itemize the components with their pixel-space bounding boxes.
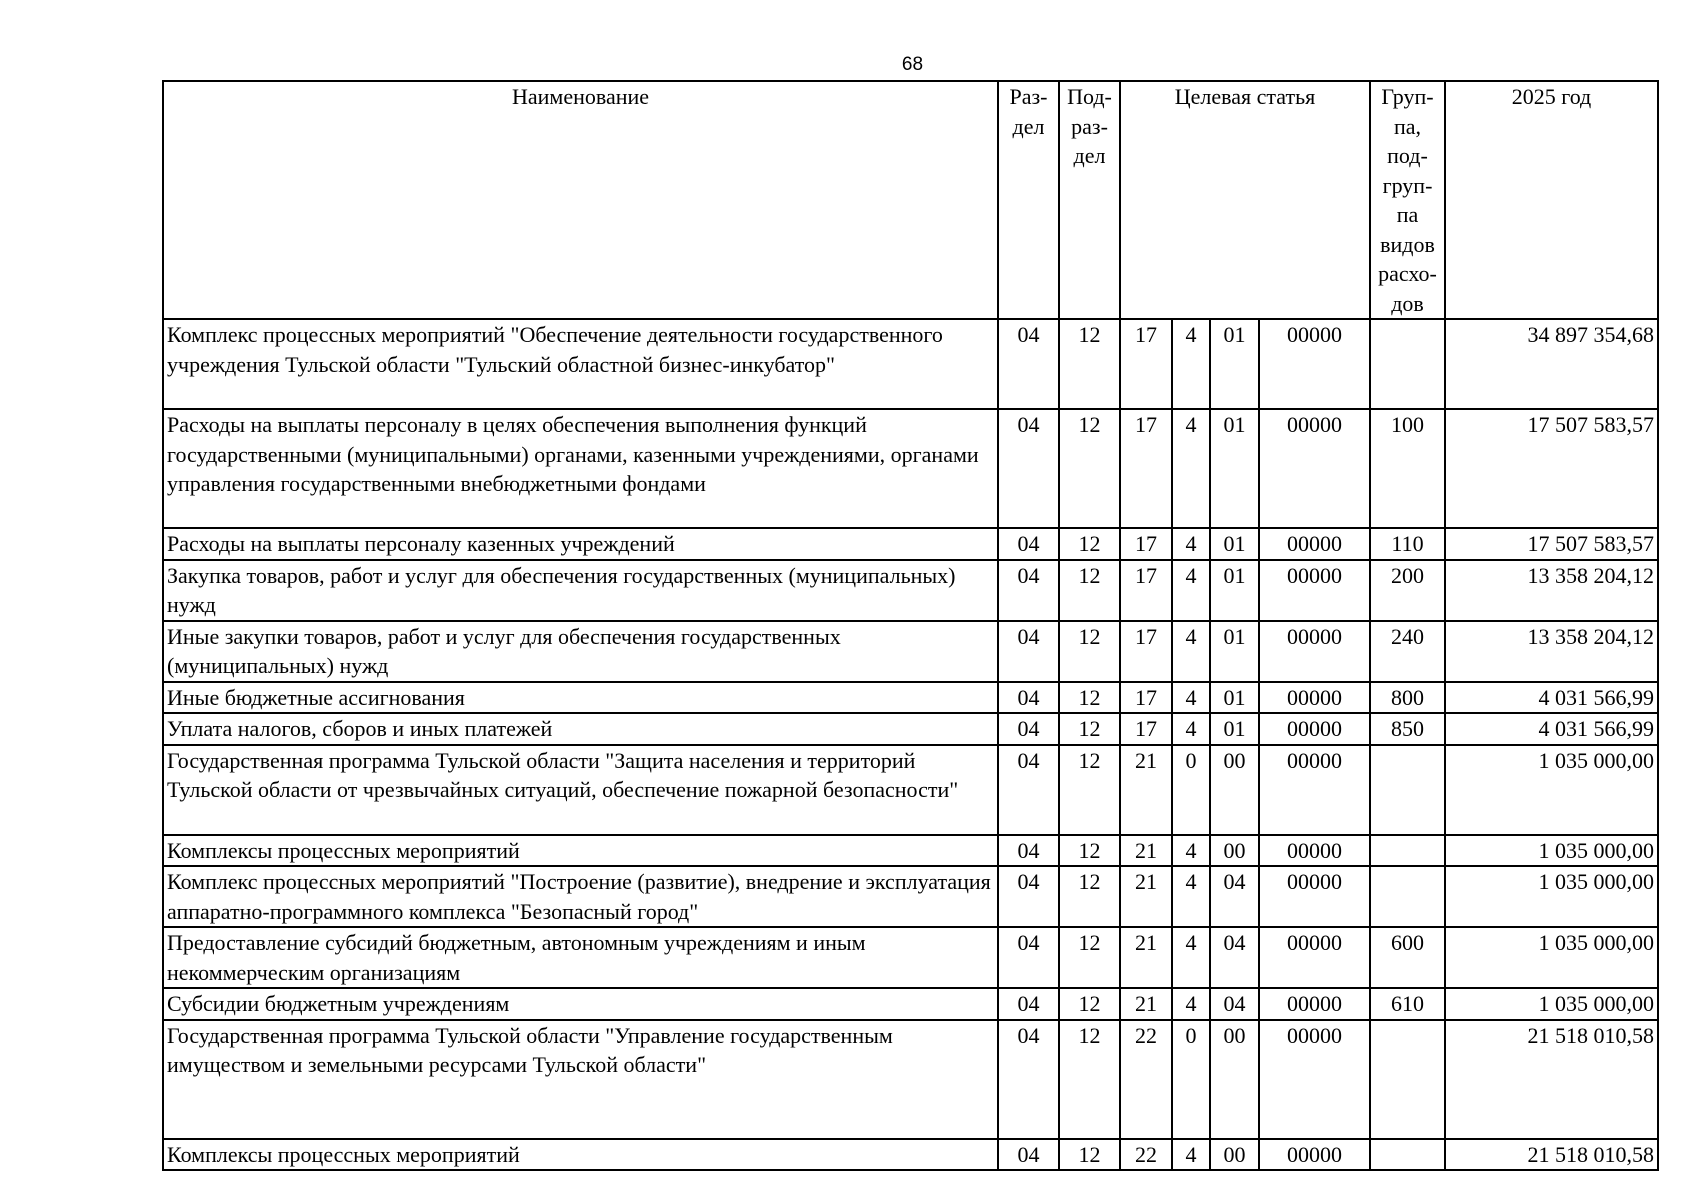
row-name: Расходы на выплаты персоналу казенных учреждений — [163, 528, 998, 560]
row-razdel: 04 — [998, 835, 1059, 867]
row-target-type: 4 — [1172, 866, 1210, 927]
row-podrazdel: 12 — [1059, 835, 1120, 867]
row-target-structure: 01 — [1210, 528, 1259, 560]
row-podrazdel: 12 — [1059, 621, 1120, 682]
table-row — [163, 866, 1658, 927]
row-target-direction: 00000 — [1259, 409, 1370, 528]
row-podrazdel: 12 — [1059, 745, 1120, 835]
row-name: Государственная программа Тульской области "Защита населения и территорий Тульской области от чрезвычайных ситуаций, обеспечение пожарной безопасности" — [163, 745, 998, 835]
row-target-structure: 01 — [1210, 319, 1259, 409]
row-target-direction: 00000 — [1259, 560, 1370, 621]
row-expense-group — [1370, 1139, 1445, 1171]
row-target-type: 4 — [1172, 927, 1210, 988]
row-podrazdel: 12 — [1059, 1020, 1120, 1139]
row-target-direction: 00000 — [1259, 988, 1370, 1020]
row-expense-group: 800 — [1370, 682, 1445, 714]
table-row — [163, 1139, 1658, 1171]
row-target-structure: 01 — [1210, 560, 1259, 621]
row-target-direction: 00000 — [1259, 745, 1370, 835]
row-target-structure: 01 — [1210, 682, 1259, 714]
table-row — [163, 835, 1658, 867]
row-podrazdel: 12 — [1059, 682, 1120, 714]
row-target-direction: 00000 — [1259, 866, 1370, 927]
table-row — [163, 560, 1658, 621]
header-target: Целевая статья — [1120, 81, 1370, 319]
row-target-structure: 00 — [1210, 745, 1259, 835]
row-target-program: 22 — [1120, 1020, 1172, 1139]
row-target-direction: 00000 — [1259, 927, 1370, 988]
row-target-type: 4 — [1172, 1139, 1210, 1171]
row-name: Расходы на выплаты персоналу в целях обеспечения выполнения функций государственными (муниципальными) органами, казенными учреждениями, органами управления государственными внебюджетными фондами — [163, 409, 998, 528]
row-target-program: 17 — [1120, 560, 1172, 621]
row-amount: 4 031 566,99 — [1445, 713, 1658, 745]
row-name: Субсидии бюджетным учреждениям — [163, 988, 998, 1020]
row-podrazdel: 12 — [1059, 409, 1120, 528]
header-row — [163, 81, 1658, 319]
row-amount: 17 507 583,57 — [1445, 528, 1658, 560]
row-expense-group — [1370, 866, 1445, 927]
row-razdel: 04 — [998, 745, 1059, 835]
row-name: Уплата налогов, сборов и иных платежей — [163, 713, 998, 745]
row-razdel: 04 — [998, 319, 1059, 409]
row-expense-group — [1370, 319, 1445, 409]
row-amount: 13 358 204,12 — [1445, 621, 1658, 682]
row-target-type: 4 — [1172, 621, 1210, 682]
header-podrazdel: Под-раз-дел — [1059, 81, 1120, 319]
row-target-type: 0 — [1172, 745, 1210, 835]
row-name: Иные бюджетные ассигнования — [163, 682, 998, 714]
row-expense-group — [1370, 1020, 1445, 1139]
row-target-program: 17 — [1120, 528, 1172, 560]
row-expense-group — [1370, 745, 1445, 835]
table-row — [163, 528, 1658, 560]
row-razdel: 04 — [998, 682, 1059, 714]
row-razdel: 04 — [998, 866, 1059, 927]
row-name: Комплексы процессных мероприятий — [163, 1139, 998, 1171]
row-podrazdel: 12 — [1059, 560, 1120, 621]
row-target-direction: 00000 — [1259, 1020, 1370, 1139]
row-podrazdel: 12 — [1059, 528, 1120, 560]
row-target-type: 4 — [1172, 682, 1210, 714]
row-target-program: 21 — [1120, 835, 1172, 867]
row-target-direction: 00000 — [1259, 621, 1370, 682]
row-expense-group — [1370, 835, 1445, 867]
row-target-structure: 01 — [1210, 713, 1259, 745]
row-razdel: 04 — [998, 621, 1059, 682]
table-body — [163, 319, 1658, 1170]
row-amount: 1 035 000,00 — [1445, 988, 1658, 1020]
table-row — [163, 319, 1658, 409]
table-row — [163, 927, 1658, 988]
row-razdel: 04 — [998, 1139, 1059, 1171]
row-target-type: 4 — [1172, 988, 1210, 1020]
row-target-structure: 00 — [1210, 1020, 1259, 1139]
row-podrazdel: 12 — [1059, 319, 1120, 409]
row-podrazdel: 12 — [1059, 927, 1120, 988]
row-amount: 1 035 000,00 — [1445, 745, 1658, 835]
row-name: Комплекс процессных мероприятий "Обеспечение деятельности государственного учреждения Тульской области "Тульский областной бизнес-инкубатор" — [163, 319, 998, 409]
row-podrazdel: 12 — [1059, 988, 1120, 1020]
table-row — [163, 1020, 1658, 1139]
row-target-program: 22 — [1120, 1139, 1172, 1171]
table-row — [163, 745, 1658, 835]
row-razdel: 04 — [998, 560, 1059, 621]
row-target-structure: 04 — [1210, 866, 1259, 927]
row-target-program: 21 — [1120, 988, 1172, 1020]
header-year: 2025 год — [1445, 81, 1658, 319]
page-number: 68 — [901, 54, 924, 75]
row-name: Закупка товаров, работ и услуг для обеспечения государственных (муниципальных) нужд — [163, 560, 998, 621]
row-razdel: 04 — [998, 713, 1059, 745]
row-amount: 17 507 583,57 — [1445, 409, 1658, 528]
row-target-program: 17 — [1120, 319, 1172, 409]
table-row — [163, 988, 1658, 1020]
budget-table — [162, 80, 1659, 1171]
row-razdel: 04 — [998, 988, 1059, 1020]
row-razdel: 04 — [998, 409, 1059, 528]
header-name: Наименование — [163, 81, 998, 319]
row-amount: 21 518 010,58 — [1445, 1020, 1658, 1139]
row-expense-group: 610 — [1370, 988, 1445, 1020]
row-amount: 1 035 000,00 — [1445, 866, 1658, 927]
row-razdel: 04 — [998, 528, 1059, 560]
row-target-program: 17 — [1120, 621, 1172, 682]
row-target-structure: 01 — [1210, 409, 1259, 528]
row-podrazdel: 12 — [1059, 713, 1120, 745]
row-target-direction: 00000 — [1259, 319, 1370, 409]
row-amount: 4 031 566,99 — [1445, 682, 1658, 714]
row-target-program: 21 — [1120, 745, 1172, 835]
row-target-program: 17 — [1120, 713, 1172, 745]
row-target-structure: 04 — [1210, 988, 1259, 1020]
row-razdel: 04 — [998, 927, 1059, 988]
row-target-type: 4 — [1172, 319, 1210, 409]
row-target-program: 17 — [1120, 409, 1172, 528]
row-expense-group: 100 — [1370, 409, 1445, 528]
row-expense-group: 600 — [1370, 927, 1445, 988]
row-amount: 1 035 000,00 — [1445, 835, 1658, 867]
table-row — [163, 682, 1658, 714]
row-name: Комплексы процессных мероприятий — [163, 835, 998, 867]
row-target-structure: 00 — [1210, 1139, 1259, 1171]
row-razdel: 04 — [998, 1020, 1059, 1139]
row-name: Государственная программа Тульской области "Управление государственным имуществом и земельными ресурсами Тульской области" — [163, 1020, 998, 1139]
row-target-type: 4 — [1172, 409, 1210, 528]
row-target-direction: 00000 — [1259, 835, 1370, 867]
row-target-direction: 00000 — [1259, 713, 1370, 745]
row-amount: 1 035 000,00 — [1445, 927, 1658, 988]
row-amount: 21 518 010,58 — [1445, 1139, 1658, 1171]
row-amount: 13 358 204,12 — [1445, 560, 1658, 621]
header-group: Груп-па, под-груп-па видов расхо-дов — [1370, 81, 1445, 319]
row-podrazdel: 12 — [1059, 866, 1120, 927]
table-row — [163, 621, 1658, 682]
row-target-structure: 01 — [1210, 621, 1259, 682]
row-name: Иные закупки товаров, работ и услуг для обеспечения государственных (муниципальных) нужд — [163, 621, 998, 682]
table-row — [163, 409, 1658, 528]
row-name: Комплекс процессных мероприятий "Построение (развитие), внедрение и эксплуатация аппаратно-программного комплекса "Безопасный город" — [163, 866, 998, 927]
row-target-program: 21 — [1120, 927, 1172, 988]
table-row — [163, 713, 1658, 745]
row-target-program: 21 — [1120, 866, 1172, 927]
row-amount: 34 897 354,68 — [1445, 319, 1658, 409]
row-expense-group: 850 — [1370, 713, 1445, 745]
header-razdel: Раз-дел — [998, 81, 1059, 319]
row-target-direction: 00000 — [1259, 528, 1370, 560]
row-target-direction: 00000 — [1259, 682, 1370, 714]
row-target-structure: 04 — [1210, 927, 1259, 988]
row-target-type: 4 — [1172, 835, 1210, 867]
row-expense-group: 110 — [1370, 528, 1445, 560]
row-target-program: 17 — [1120, 682, 1172, 714]
row-target-type: 4 — [1172, 713, 1210, 745]
row-expense-group: 200 — [1370, 560, 1445, 621]
row-name: Предоставление субсидий бюджетным, автономным учреждениям и иным некоммерческим организациям — [163, 927, 998, 988]
row-podrazdel: 12 — [1059, 1139, 1120, 1171]
row-target-direction: 00000 — [1259, 1139, 1370, 1171]
row-expense-group: 240 — [1370, 621, 1445, 682]
row-target-type: 4 — [1172, 560, 1210, 621]
row-target-type: 4 — [1172, 528, 1210, 560]
row-target-structure: 00 — [1210, 835, 1259, 867]
row-target-type: 0 — [1172, 1020, 1210, 1139]
